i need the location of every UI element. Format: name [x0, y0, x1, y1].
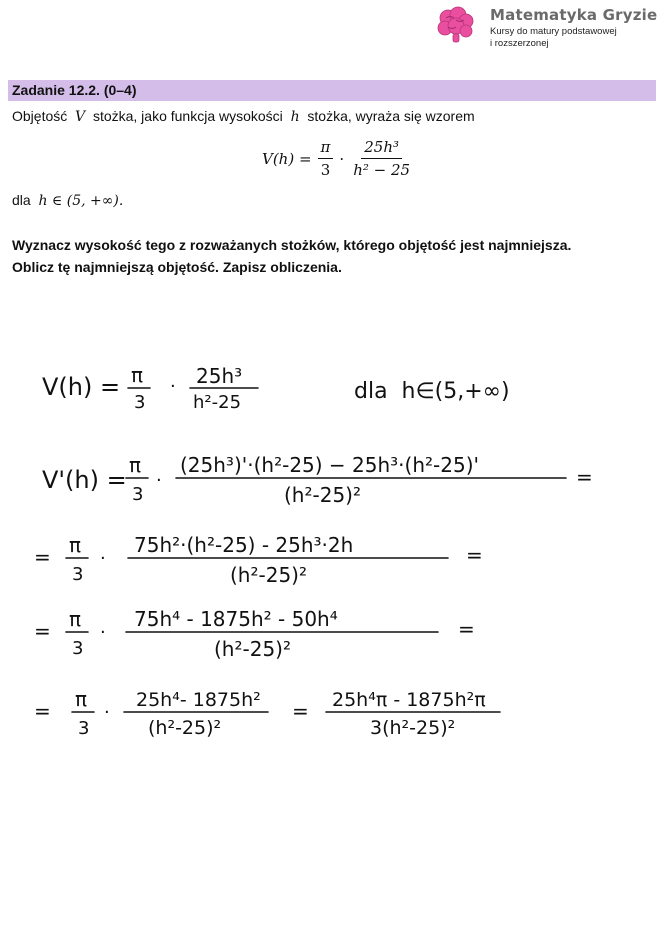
l2-lhs: V'(h) =: [42, 466, 127, 494]
l2-dot: ·: [156, 470, 162, 491]
intro-part2: stożka, jako funkcja wysokości: [92, 108, 283, 124]
l4-three: 3: [72, 638, 84, 659]
l3-denominator: (h²-25)²: [230, 563, 307, 587]
task-intro: [12, 108, 475, 125]
domain-prefix: dla: [12, 192, 31, 208]
l3-three: 3: [72, 564, 84, 585]
l3-pi: π: [69, 533, 82, 557]
l3-lead-equals: =: [34, 545, 51, 569]
handwritten-solution: [0, 340, 664, 760]
domain-expression: h ∈ (5, +∞).: [38, 193, 124, 209]
l5-denominator-2: 3(h²-25)²: [370, 717, 456, 739]
l4-lead-equals: =: [34, 619, 51, 643]
l5-lead-equals: =: [34, 699, 51, 723]
l3-equals: =: [466, 543, 483, 567]
l1-lhs: V(h) =: [42, 373, 121, 401]
l1-domain: dla h∈(5,+∞): [354, 379, 510, 404]
brand-name: Matematyka Gryzie: [490, 6, 658, 24]
l4-dot: ·: [100, 622, 106, 643]
instruction-line1: Wyznacz wysokość tego z rozważanych stożków, którego objętość jest najmniejsza.: [12, 237, 572, 253]
l2-equals: =: [576, 465, 593, 489]
l5-numerator: 25h⁴- 1875h²: [136, 689, 261, 711]
task-instruction: [12, 234, 571, 278]
l1-pi: π: [131, 363, 144, 387]
l4-numerator: 75h⁴ - 1875h² - 50h⁴: [134, 607, 338, 631]
l3-numerator: 75h²·(h²-25) - 25h³·2h: [134, 533, 354, 557]
l5-equals: =: [292, 699, 309, 723]
intro-var-v: V: [75, 109, 86, 125]
l4-equals: =: [458, 617, 475, 641]
l4-pi: π: [69, 607, 82, 631]
l2-three: 3: [132, 484, 144, 505]
l2-denominator: (h²-25)²: [284, 483, 361, 507]
l5-pi: π: [75, 687, 88, 711]
brand-tagline-line2: i rozszerzonej: [490, 38, 549, 49]
task-header-bar: [8, 80, 656, 101]
l2-pi: π: [129, 453, 142, 477]
formula-denominator: h² − 25: [353, 161, 411, 179]
l2-numerator: (25h³)'·(h²-25) − 25h³·(h²-25)': [180, 453, 480, 477]
intro-var-h: h: [290, 109, 300, 125]
brain-icon: [436, 6, 476, 44]
l1-denominator: h²-25: [193, 392, 242, 413]
brand-tagline-line1: Kursy do matury podstawowej: [490, 26, 617, 37]
intro-part3: stożka, wyraża się wzorem: [307, 108, 475, 124]
formula-lhs: V(h) =: [262, 149, 312, 168]
formula-pi: π: [318, 138, 334, 159]
formula-three: 3: [320, 161, 331, 179]
l5-numerator-2: 25h⁴π - 1875h²π: [332, 689, 486, 711]
formula-numerator: 25h³: [361, 138, 402, 159]
formula-main-fraction: [350, 138, 413, 179]
l3-dot: ·: [100, 548, 106, 569]
l1-numerator: 25h³: [196, 364, 243, 388]
volume-formula: [262, 138, 413, 179]
formula-dot: ·: [339, 149, 345, 168]
instruction-line2: Oblicz tę najmniejszą objętość. Zapisz obliczenia.: [12, 259, 342, 275]
l4-denominator: (h²-25)²: [214, 637, 291, 661]
l5-dot: ·: [104, 702, 110, 723]
l5-denominator: (h²-25)²: [148, 717, 222, 739]
l5-three: 3: [78, 718, 90, 739]
task-domain: [12, 192, 123, 209]
formula-pi-fraction: [318, 138, 334, 179]
l1-dot: ·: [170, 376, 176, 397]
l1-three: 3: [134, 392, 146, 413]
task-title: Zadanie 12.2. (0–4): [12, 82, 137, 98]
brand-tagline: [490, 26, 660, 50]
intro-part1: Objętość: [12, 108, 68, 124]
